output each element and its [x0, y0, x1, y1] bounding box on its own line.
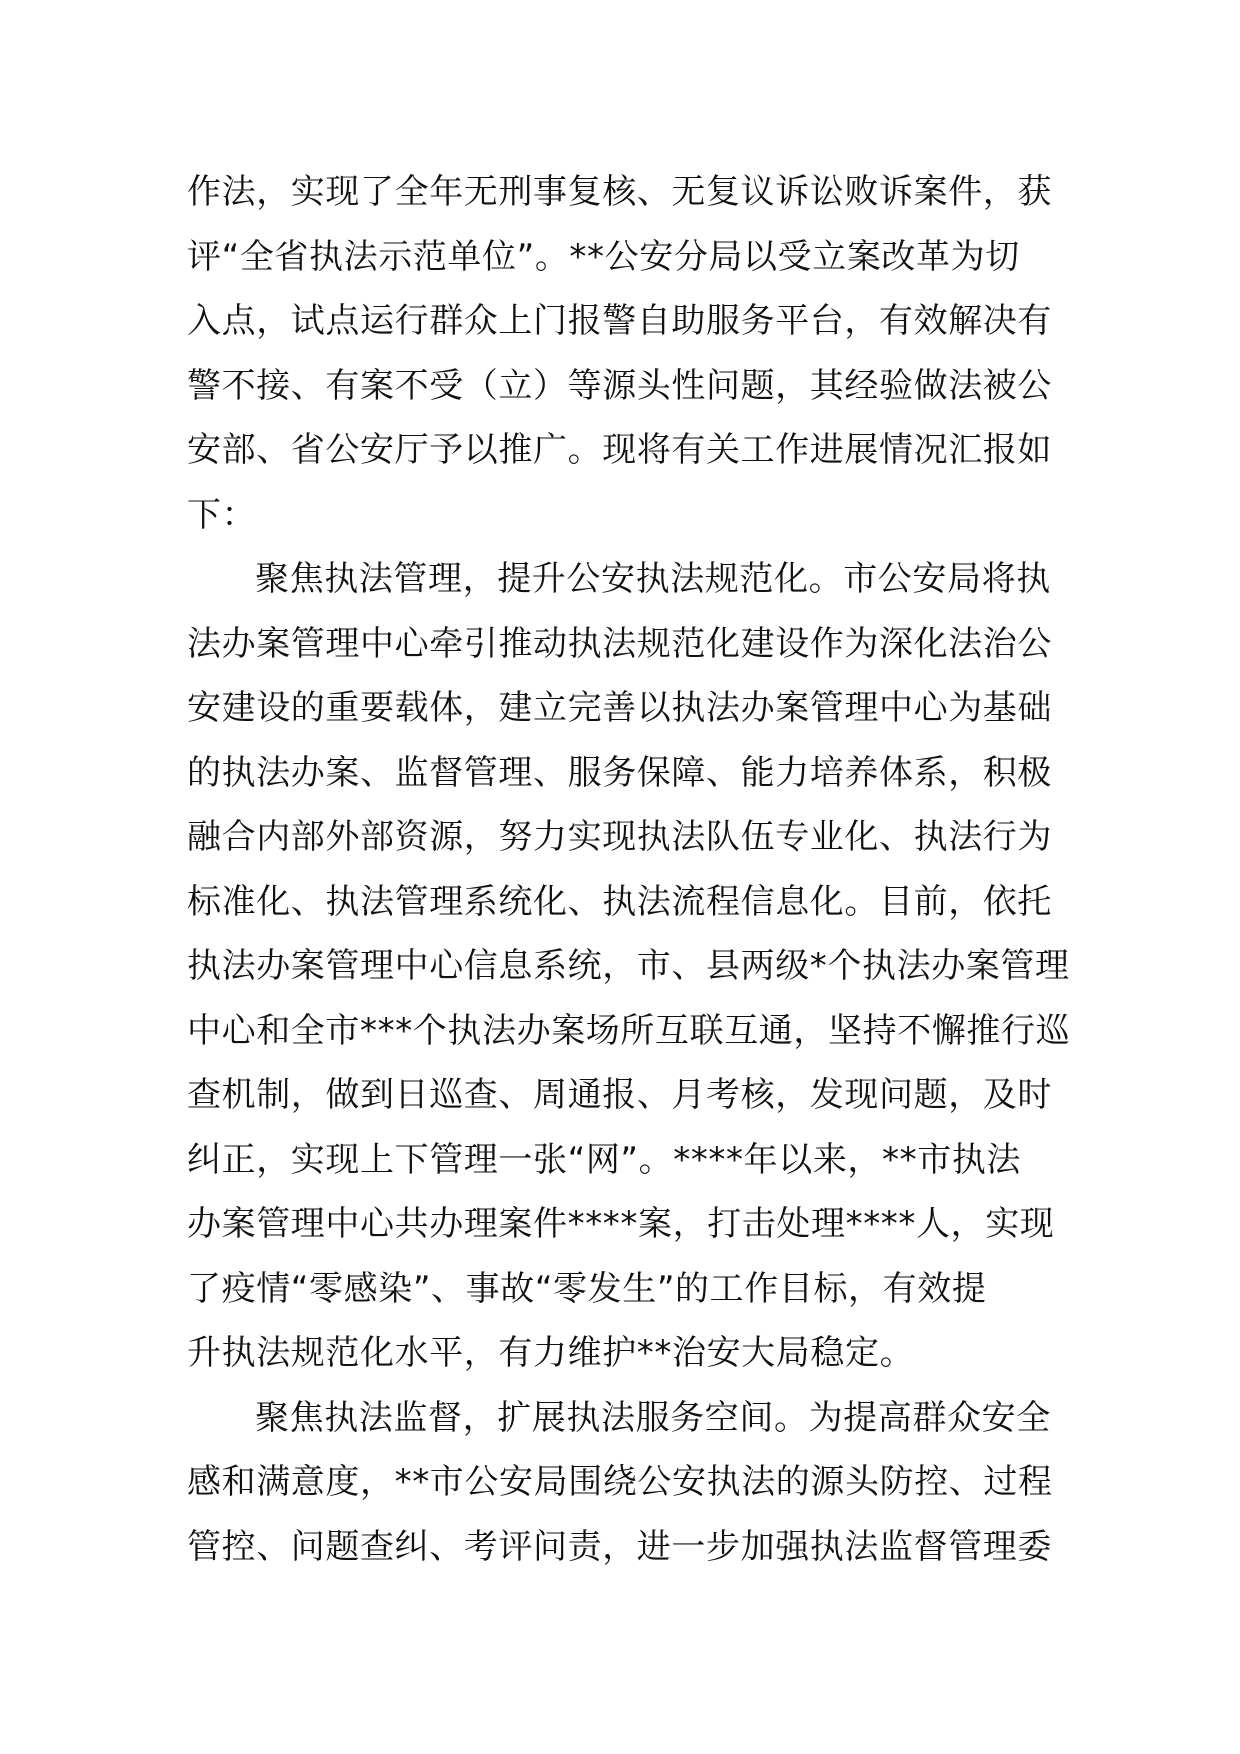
text-line: 升执法规范化水平，有力维护**治安大局稳定。 — [187, 1333, 915, 1373]
text-line: 办案管理中心共办理案件****案，打击处理****人，实现 — [187, 1204, 1055, 1244]
text-line: 查机制，做到日巡查、周通报、月考核，发现问题，及时 — [187, 1075, 1052, 1115]
text-line: 作法，实现了全年无刑事复核、无复议诉讼败诉案件，获 — [187, 172, 1052, 212]
paragraph-heading-line: 聚焦执法监督，扩展执法服务空间。为提高群众安全 — [255, 1397, 1051, 1438]
text-line: 安建设的重要载体，建立完善以执法办案管理中心为基础 — [187, 688, 1052, 728]
text-line: 标准化、执法管理系统化、执法流程信息化。目前，依托 — [187, 881, 1052, 922]
text-line: 中心和全市***个执法办案场所互联互通，坚持不懈推行巡 — [187, 1010, 1071, 1051]
text-line: 了疫情“零感染”、事故“零发生”的工作目标，有效提 — [187, 1268, 987, 1309]
text-line: 执法办案管理中心信息系统，市、县两级*个执法办案管理 — [187, 946, 1070, 986]
text-line: 安部、省公安厅予以推广。现将有关工作进展情况汇报如 — [187, 430, 1052, 470]
text-line: 纠正，实现上下管理一张“网”。****年以来，**市执法 — [187, 1139, 1022, 1180]
text-line: 管控、问题查纠、考评问责，进一步加强执法监督管理委 — [187, 1526, 1052, 1567]
text-line: 入点，试点运行群众上门报警自助服务平台，有效解决有 — [187, 301, 1052, 341]
paragraph-heading-line: 聚焦执法管理，提升公安执法规范化。市公安局将执 — [255, 559, 1051, 599]
text-line: 法办案管理中心牵引推动执法规范化建设作为深化法治公 — [187, 623, 1052, 664]
text-line: 感和满意度，**市公安局围绕公安执法的源头防控、过程 — [187, 1462, 1053, 1502]
text-line: 下： — [187, 494, 257, 535]
text-line: 评“全省执法示范单位”。**公安分局以受立案改革为切 — [187, 236, 1020, 277]
text-line: 融合内部外部资源，努力实现执法队伍专业化、执法行为 — [187, 817, 1052, 857]
text-line: 警不接、有案不受（立）等源头性问题，其经验做法被公 — [187, 365, 1052, 406]
text-line: 的执法办案、监督管理、服务保障、能力培养体系，积极 — [187, 752, 1052, 793]
document-body — [187, 160, 1071, 1579]
